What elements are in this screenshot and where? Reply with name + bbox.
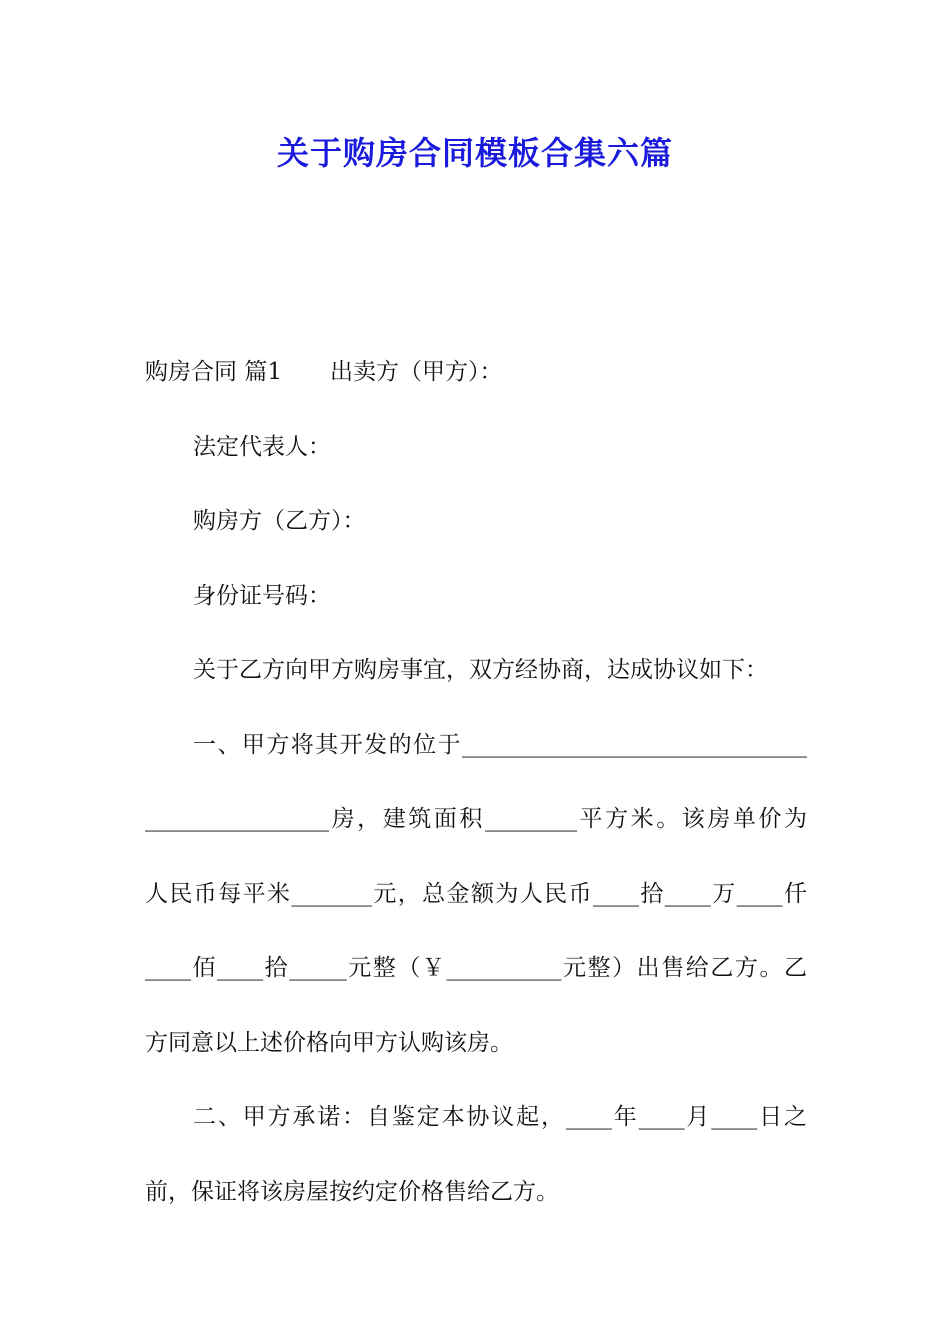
document-title: 关于购房合同模板合集六篇 [276,134,673,172]
heading-part: 篇1 [244,359,282,385]
heading-label: 购房合同 [145,359,237,385]
contract-heading [145,335,807,410]
buyer-line: 购房方（乙方）： [193,508,366,534]
legal-representative-line: 法定代表人： [193,433,331,460]
seller-label: 出卖方（甲方）： [329,359,503,385]
clause-2-line-1: 二、甲方承诺：自鉴定本协议起，____年____月____日之 [193,1104,807,1130]
clause-1-line-2: ________________房，建筑面积________平方米。该房单价为 [145,806,807,832]
clause-1-line-4: ____佰____拾_____元整（￥__________元整）出售给乙方。乙 [145,955,807,981]
agreement-intro: 关于乙方向甲方购房事宜，双方经协商，达成协议如下： [193,657,768,683]
clause-2-line-2: 前，保证将该房屋按约定价格售给乙方。 [145,1178,559,1205]
clause-1-line-5: 方同意以上述价格向甲方认购该房。 [145,1029,513,1056]
clause-1-line-1: 一、甲方将其开发的位于______________________________ [193,731,807,758]
document-body [145,335,807,1229]
id-number-line: 身份证号码： [193,582,331,609]
clause-1-line-3: 人民币每平米_______元，总金额为人民币____拾____万____仟 [145,880,807,907]
